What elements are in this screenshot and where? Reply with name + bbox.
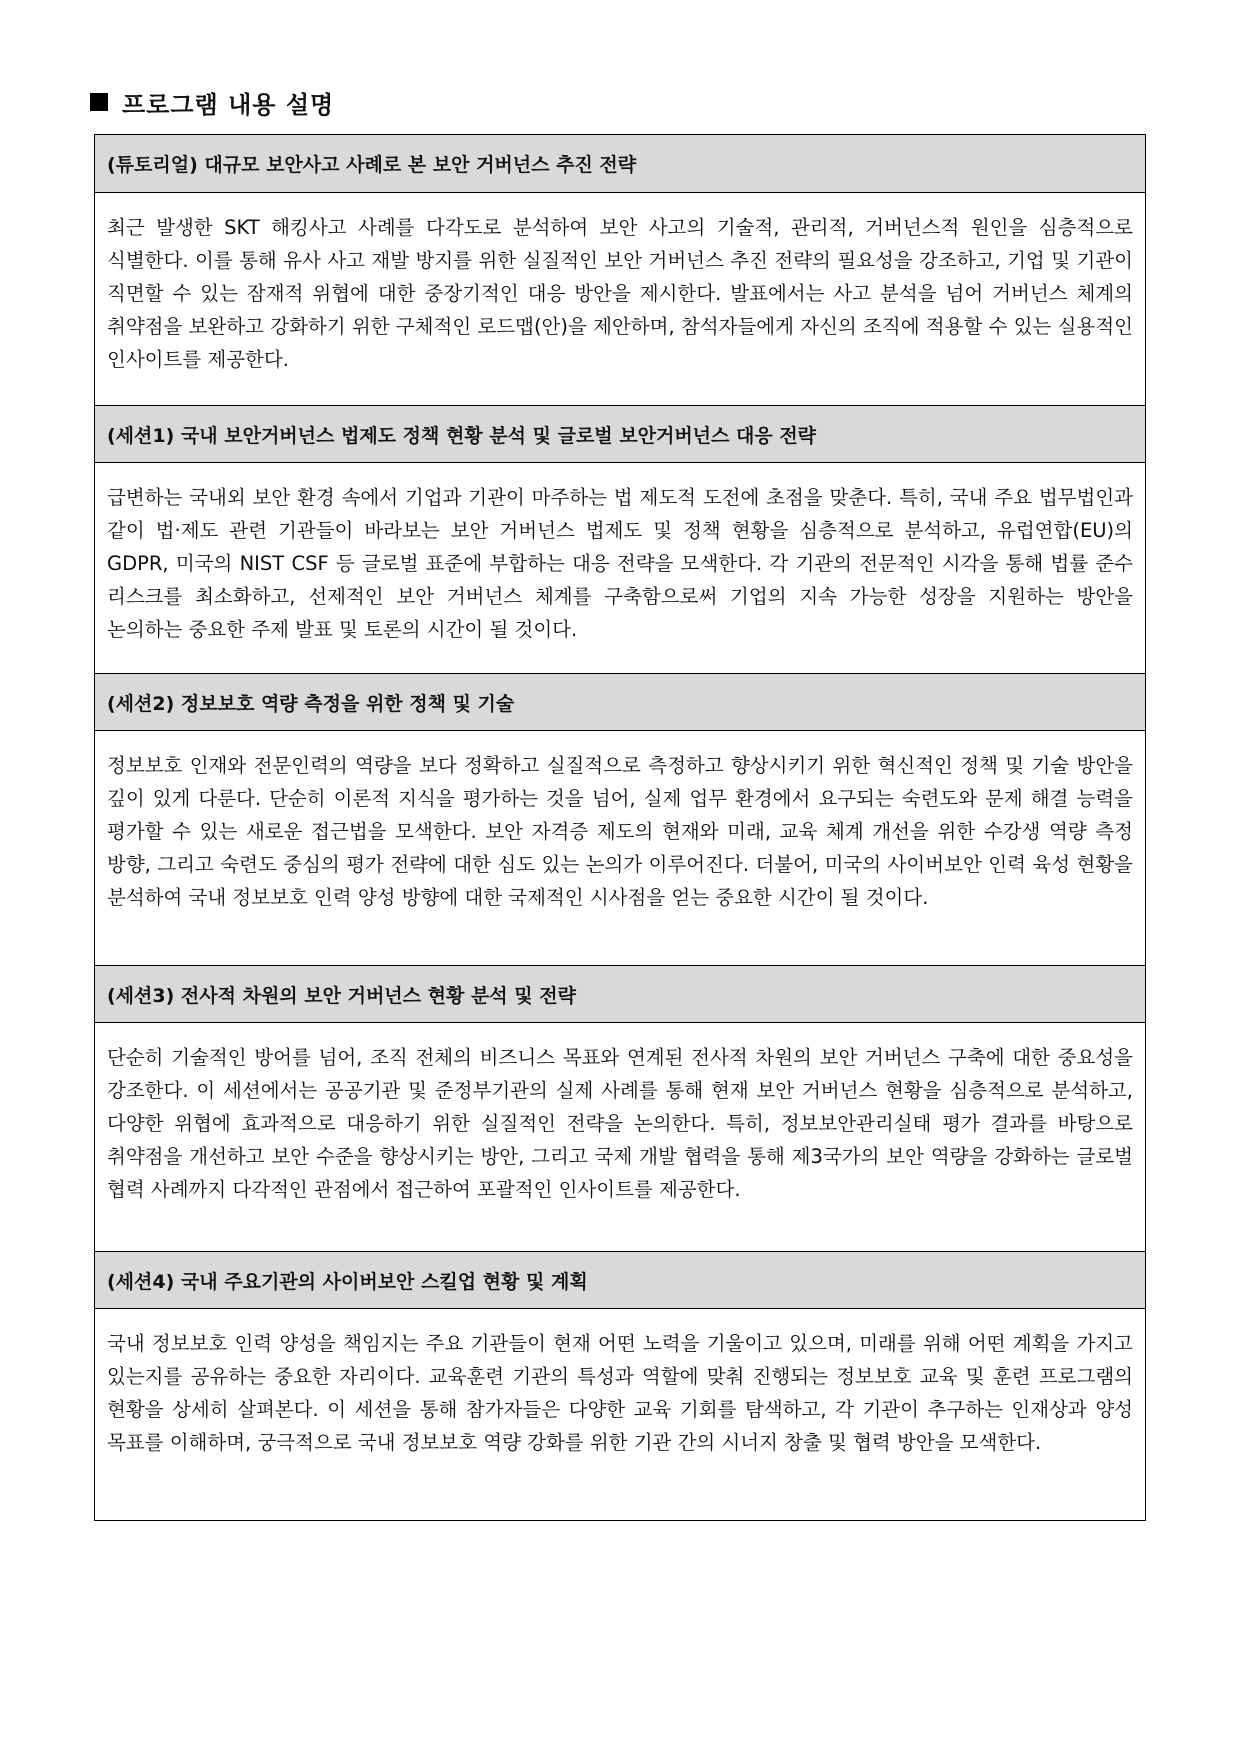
block-description: 국내 정보보호 인력 양성을 책임지는 주요 기관들이 현재 어떤 노력을 기울이고 있으며, 미래를 위해 어떤 계획을 가지고 있는지를 공유하는 중요한 자리이다. 교육훈련 기관의 특성과 역할에 맞춰 진행되는 정보보호 교육 및 훈련 프로그램의 현황을 상세히 살펴본다. 이 세션을 통해 참가자들은 다양한 교육 기회를 탐색하고, 각 기관이 추구하는 인재상과 양성 목표를 이해하며, 궁극적으로 국내 정보보호 역량 강화를 위한 기관 간의 시너지 창출 및 협력 방안을 모색한다. [107, 1332, 1133, 1454]
block-title: (세션2) 정보보호 역량 측정을 위한 정책 및 기술 [95, 673, 1145, 731]
block-title: (튜토리얼) 대규모 보안사고 사례로 본 보안 거버넌스 추진 전략 [95, 135, 1145, 193]
block-title: (세션4) 국내 주요기관의 사이버보안 스킬업 현황 및 계획 [95, 1251, 1145, 1309]
block-description: 최근 발생한 SKT 해킹사고 사례를 다각도로 분석하여 보안 사고의 기술적, 관리적, 거버넌스적 원인을 심층적으로 식별한다. 이를 통해 유사 사고 재발 방지를 위한 실질적인 보안 거버넌스 추진 전략의 필요성을 강조하고, 기업 및 기관이 직면할 수 있는 잠재적 위협에 대한 중장기적인 대응 방안을 제시한다. 발표에서는 사고 분석을 넘어 거버넌스 체계의 취약점을 보완하고 강화하기 위한 구체적인 로드맵(안)을 제안하며, 참석자들에게 자신의 조직에 적용할 수 있는 실용적인 인사이트를 제공한다. [107, 216, 1133, 371]
program-block-session1 [95, 405, 1145, 673]
block-description: 단순히 기술적인 방어를 넘어, 조직 전체의 비즈니스 목표와 연계된 전사적 차원의 보안 거버넌스 구축에 대한 중요성을 강조한다. 이 세션에서는 공공기관 및 준정부기관의 실제 사례를 통해 현재 보안 거버넌스 현황을 심층적으로 분석하고, 다양한 위협에 효과적으로 대응하기 위한 실질적인 전략을 논의한다. 특히, 정보보안관리실태 평가 결과를 바탕으로 취약점을 개선하고 보안 수준을 향상시키는 방안, 그리고 국제 개발 협력을 통해 제3국가의 보안 역량을 강화하는 글로벌 협력 사례까지 다각적인 관점에서 접근하여 포괄적인 인사이트를 제공한다. [107, 1046, 1133, 1201]
program-table [94, 134, 1146, 1521]
program-block-session4 [95, 1251, 1145, 1520]
page-heading [90, 80, 334, 124]
block-description: 정보보호 인재와 전문인력의 역량을 보다 정확하고 실질적으로 측정하고 향상시키기 위한 혁신적인 정책 및 기술 방안을 깊이 있게 다룬다. 단순히 이론적 지식을 평가하는 것을 넘어, 실제 업무 환경에서 요구되는 숙련도와 문제 해결 능력을 평가할 수 있는 새로운 접근법을 모색한다. 보안 자격증 제도의 현재와 미래, 교육 체계 개선을 위한 수강생 역량 측정 방향, 그리고 숙련도 중심의 평가 전략에 대한 심도 있는 논의가 이루어진다. 더불어, 미국의 사이버보안 인력 육성 현황을 분석하여 국내 정보보호 인력 양성 방향에 대한 국제적인 시사점을 얻는 중요한 시간이 될 것이다. [107, 754, 1133, 909]
program-block-tutorial [95, 135, 1145, 405]
page-heading-text: 프로그램 내용 설명 [122, 90, 335, 119]
block-title: (세션1) 국내 보안거버넌스 법제도 정책 현황 분석 및 글로벌 보안거버넌스 대응 전략 [95, 405, 1145, 463]
block-description: 급변하는 국내외 보안 환경 속에서 기업과 기관이 마주하는 법 제도적 도전에 초점을 맞춘다. 특히, 국내 주요 법무법인과 같이 법‧제도 관련 기관들이 바라보는 보안 거버넌스 법제도 및 정책 현황을 심층적으로 분석하고, 유럽연합(EU)의 GDPR, 미국의 NIST CSF 등 글로벌 표준에 부합하는 대응 전략을 모색한다. 각 기관의 전문적인 시각을 통해 법률 준수 리스크를 최소화하고, 선제적인 보안 거버넌스 체계를 구축함으로써 기업의 지속 가능한 성장을 지원하는 방안을 논의하는 중요한 주제 발표 및 토론의 시간이 될 것이다. [107, 486, 1133, 641]
black-square-icon [90, 93, 108, 111]
program-block-session2 [95, 673, 1145, 965]
program-block-session3 [95, 965, 1145, 1251]
block-title: (세션3) 전사적 차원의 보안 거버넌스 현황 분석 및 전략 [95, 965, 1145, 1023]
